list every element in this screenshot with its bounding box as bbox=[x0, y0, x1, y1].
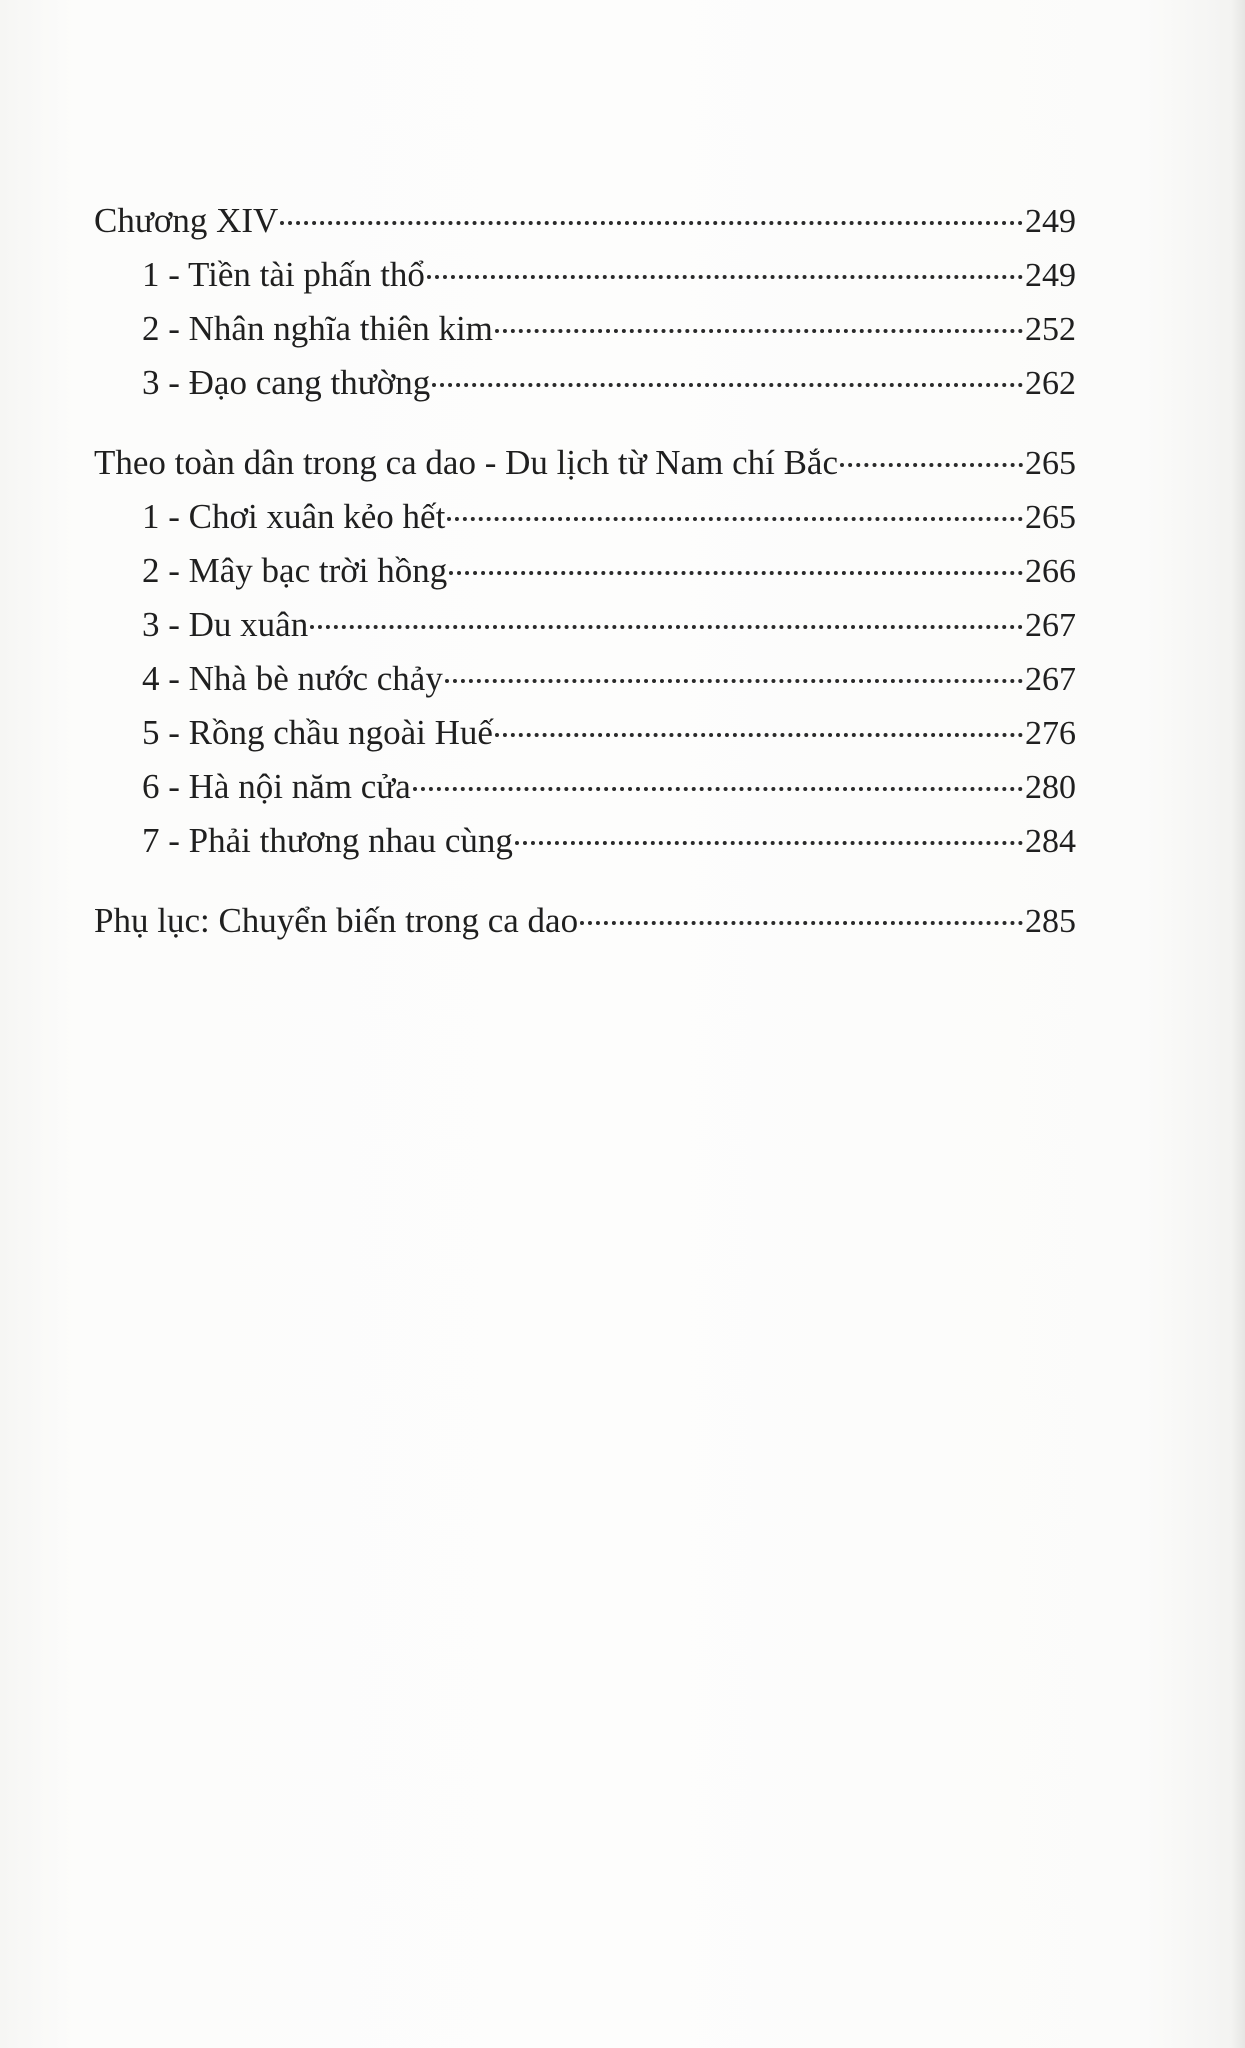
toc-entry-heading bbox=[94, 436, 1076, 490]
toc-entry-title: Theo toàn dân trong ca dao - Du lịch từ Nam chí Bắc bbox=[94, 443, 839, 482]
toc-entry-page: 265 bbox=[1025, 445, 1076, 482]
toc-entry-title: 5 - Rồng chầu ngoài Huế bbox=[142, 713, 493, 752]
toc-entry-title: 2 - Nhân nghĩa thiên kim bbox=[142, 309, 493, 348]
dot-leader bbox=[515, 841, 1023, 845]
toc-entry-heading bbox=[94, 894, 1076, 948]
toc-entry-page: 252 bbox=[1025, 311, 1076, 348]
toc-entry-title: 4 - Nhà bè nước chảy bbox=[142, 659, 443, 698]
toc-entry bbox=[94, 706, 1076, 760]
toc-entry bbox=[94, 302, 1076, 356]
toc-entry bbox=[94, 544, 1076, 598]
dot-leader bbox=[310, 625, 1023, 629]
toc-entry bbox=[94, 598, 1076, 652]
dot-leader bbox=[495, 329, 1023, 333]
toc-entry bbox=[94, 652, 1076, 706]
dot-leader bbox=[495, 733, 1023, 737]
toc-entry-page: 265 bbox=[1025, 499, 1076, 536]
toc-entry-page: 249 bbox=[1025, 203, 1076, 240]
page-edge-shadow bbox=[1231, 0, 1245, 2048]
toc-entry-page: 249 bbox=[1025, 257, 1076, 294]
toc-entry bbox=[94, 248, 1076, 302]
toc-section-phu-luc bbox=[94, 894, 1076, 948]
dot-leader bbox=[413, 787, 1023, 791]
toc-entry-page: 262 bbox=[1025, 365, 1076, 402]
dot-leader bbox=[447, 517, 1023, 521]
toc-entry-title: 2 - Mây bạc trời hồng bbox=[142, 551, 448, 590]
toc-entry-page: 276 bbox=[1025, 715, 1076, 752]
toc-entry-page: 284 bbox=[1025, 823, 1076, 860]
toc-entry-title: Phụ lục: Chuyển biến trong ca dao bbox=[94, 901, 579, 940]
toc-entry bbox=[94, 760, 1076, 814]
toc-entry-title: 7 - Phải thương nhau cùng bbox=[142, 821, 513, 860]
toc-entry-heading bbox=[94, 194, 1076, 248]
toc-entry bbox=[94, 814, 1076, 868]
toc-entry-title: 3 - Đạo cang thường bbox=[142, 363, 431, 402]
toc-entry-title: 3 - Du xuân bbox=[142, 605, 309, 644]
toc-entry-title: 1 - Chơi xuân kẻo hết bbox=[142, 497, 446, 536]
toc-entry-page: 285 bbox=[1025, 903, 1076, 940]
dot-leader bbox=[432, 383, 1023, 387]
dot-leader bbox=[580, 921, 1023, 925]
toc-entry-page: 280 bbox=[1025, 769, 1076, 806]
toc-entry-page: 267 bbox=[1025, 661, 1076, 698]
toc-entry-title: Chương XIV bbox=[94, 201, 279, 240]
toc-section-chuong-xiv bbox=[94, 194, 1076, 410]
dot-leader bbox=[280, 221, 1023, 225]
toc-entry bbox=[94, 490, 1076, 544]
toc-section-du-lich bbox=[94, 436, 1076, 868]
toc-entry-title: 1 - Tiền tài phấn thổ bbox=[142, 255, 425, 294]
dot-leader bbox=[449, 571, 1023, 575]
toc-entry-title: 6 - Hà nội năm cửa bbox=[142, 767, 411, 806]
toc-entry-page: 267 bbox=[1025, 607, 1076, 644]
dot-leader bbox=[445, 679, 1023, 683]
toc-entry bbox=[94, 356, 1076, 410]
toc-entry-page: 266 bbox=[1025, 553, 1076, 590]
dot-leader bbox=[427, 275, 1023, 279]
table-of-contents bbox=[94, 194, 1076, 974]
dot-leader bbox=[840, 463, 1023, 467]
